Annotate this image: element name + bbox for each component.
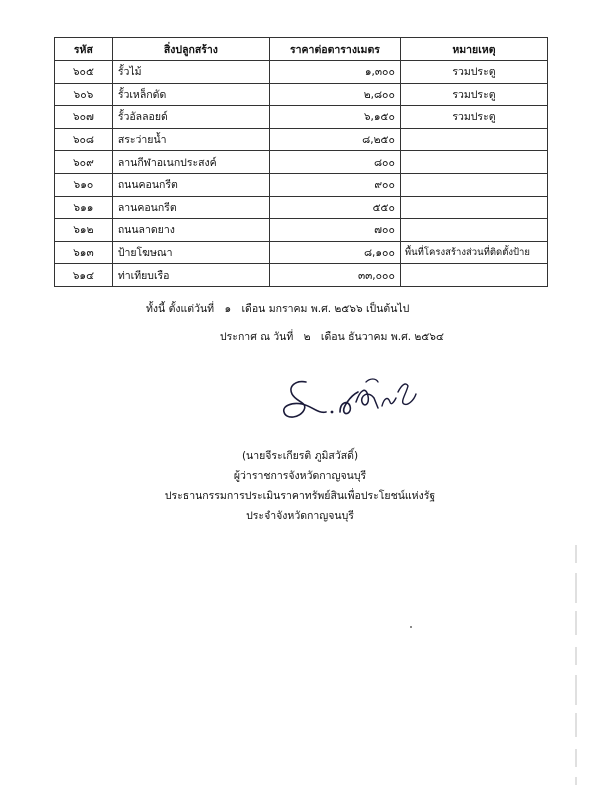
header-building: สิ่งปลูกสร้าง bbox=[112, 38, 269, 61]
handwritten-signature bbox=[278, 372, 428, 432]
row-price: ๒,๘๐๐ bbox=[270, 83, 401, 106]
row-price: ๘,๒๕๐ bbox=[270, 128, 401, 151]
row-note bbox=[400, 196, 547, 219]
row-price: ๙๐๐ bbox=[270, 173, 401, 196]
signatory-committee-role: ประธานกรรมการประเมินราคาทรัพย์สินเพื่อประโยชน์แห่งรัฐ bbox=[164, 490, 436, 502]
building-price-table bbox=[54, 37, 548, 287]
signatory-province: ประจำจังหวัดกาญจนบุรี bbox=[246, 510, 354, 522]
row-price: ๑,๓๐๐ bbox=[270, 61, 401, 84]
effective-month-label: เดือน bbox=[241, 303, 266, 315]
effective-prefix: ทั้งนี้ ตั้งแต่วันที่ bbox=[146, 303, 215, 315]
row-building: สระว่ายน้ำ bbox=[112, 128, 269, 151]
header-price: ราคาต่อตารางเมตร bbox=[270, 38, 401, 61]
row-price: ๖,๑๕๐ bbox=[270, 106, 401, 129]
row-code: ๖๑๐ bbox=[55, 173, 113, 196]
effective-date-line bbox=[146, 300, 409, 317]
announce-year: ๒๕๖๔ bbox=[414, 331, 444, 343]
row-building: ถนนคอนกรีต bbox=[112, 173, 269, 196]
row-code: ๖๐๕ bbox=[55, 61, 113, 84]
row-price: ๘,๑๐๐ bbox=[270, 241, 401, 264]
row-note: รวมประตู bbox=[400, 83, 547, 106]
row-price: ๓๓,๐๐๐ bbox=[270, 264, 401, 287]
scan-speck bbox=[410, 626, 412, 628]
header-note: หมายเหตุ bbox=[400, 38, 547, 61]
table-row bbox=[55, 83, 548, 106]
row-building: รั้วอัลลอยด์ bbox=[112, 106, 269, 129]
table-row bbox=[55, 264, 548, 287]
announce-month: ธันวาคม bbox=[348, 331, 388, 343]
row-code: ๖๑๓ bbox=[55, 241, 113, 264]
row-code: ๖๐๘ bbox=[55, 128, 113, 151]
effective-year: ๒๕๖๖ bbox=[334, 303, 363, 315]
row-code: ๖๑๑ bbox=[55, 196, 113, 219]
row-note bbox=[400, 264, 547, 287]
row-note bbox=[400, 151, 547, 174]
effective-day: ๑ bbox=[224, 303, 232, 315]
table-row bbox=[55, 173, 548, 196]
row-note: รวมประตู bbox=[400, 106, 547, 129]
table-header-row bbox=[55, 38, 548, 61]
row-price: ๘๐๐ bbox=[270, 151, 401, 174]
row-building: รั้วไม้ bbox=[112, 61, 269, 84]
row-code: ๖๐๖ bbox=[55, 83, 113, 106]
announce-month-label: เดือน bbox=[320, 331, 345, 343]
signatory-position: ผู้ว่าราชการจังหวัดกาญจนบุรี bbox=[233, 470, 367, 482]
table-row bbox=[55, 241, 548, 264]
row-building: รั้วเหล็กดัด bbox=[112, 83, 269, 106]
row-price: ๗๐๐ bbox=[270, 219, 401, 242]
row-code: ๖๑๔ bbox=[55, 264, 113, 287]
announce-day: ๒ bbox=[303, 331, 311, 343]
row-note: รวมประตู bbox=[400, 61, 547, 84]
row-price: ๕๕๐ bbox=[270, 196, 401, 219]
row-note bbox=[400, 173, 547, 196]
row-code: ๖๐๙ bbox=[55, 151, 113, 174]
row-code: ๖๐๗ bbox=[55, 106, 113, 129]
effective-suffix: เป็นต้นไป bbox=[365, 303, 410, 315]
row-note bbox=[400, 219, 547, 242]
table-row bbox=[55, 128, 548, 151]
row-building: ถนนลาดยาง bbox=[112, 219, 269, 242]
effective-year-label: พ.ศ. bbox=[310, 303, 332, 315]
row-building: ลานกีฬาอเนกประสงค์ bbox=[112, 151, 269, 174]
table-row bbox=[55, 196, 548, 219]
row-note: พื้นที่โครงสร้างส่วนที่ติดตั้งป้าย bbox=[400, 241, 547, 264]
row-building: ลานคอนกรีต bbox=[112, 196, 269, 219]
table-row bbox=[55, 61, 548, 84]
row-building: ป้ายโฆษณา bbox=[112, 241, 269, 264]
table-row bbox=[55, 106, 548, 129]
effective-month: มกราคม bbox=[268, 303, 308, 315]
scan-edge-mark bbox=[575, 545, 577, 785]
row-code: ๖๑๒ bbox=[55, 219, 113, 242]
announce-year-label: พ.ศ. bbox=[390, 331, 412, 343]
signatory-block bbox=[0, 446, 600, 526]
row-building: ท่าเทียบเรือ bbox=[112, 264, 269, 287]
signatory-name: (นายจีระเกียรติ ภูมิสวัสดิ์) bbox=[241, 450, 359, 462]
header-code: รหัส bbox=[55, 38, 113, 61]
announcement-date-line bbox=[220, 328, 444, 345]
table-row bbox=[55, 219, 548, 242]
row-note bbox=[400, 128, 547, 151]
table-row bbox=[55, 151, 548, 174]
announce-prefix: ประกาศ ณ วันที่ bbox=[220, 331, 294, 343]
